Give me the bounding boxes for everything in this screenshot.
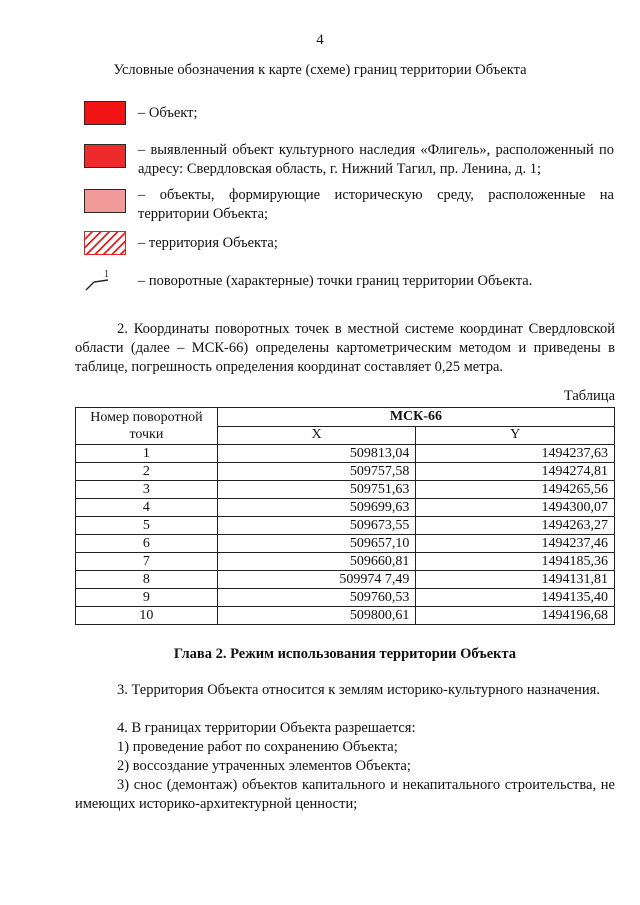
coordinates-table bbox=[75, 407, 615, 625]
coordinate-y: 1494237,63 bbox=[416, 445, 615, 463]
point-number: 9 bbox=[76, 589, 218, 607]
table-row bbox=[76, 463, 615, 481]
table-row bbox=[76, 499, 615, 517]
header-y: Y bbox=[416, 426, 615, 445]
legend-text-heritage: – выявленный объект культурного наследия «Флигель», расположенный по адресу: Свердловская область, г. Нижний Тагил, пр. Ленина, д. 1; bbox=[138, 142, 614, 177]
header-point-number: Номер поворотной точки bbox=[76, 408, 218, 445]
point-number: 4 bbox=[76, 499, 218, 517]
legend-title: Условные обозначения к карте (схеме) границ территории Объекта bbox=[113, 62, 527, 78]
table-row bbox=[76, 535, 615, 553]
turning-point-icon bbox=[84, 268, 126, 294]
header-msk66: МСК-66 bbox=[217, 408, 614, 427]
legend-item-object bbox=[84, 101, 614, 125]
list-item-preservation: 1) проведение работ по сохранению Объекта; bbox=[117, 739, 398, 755]
table-row bbox=[76, 445, 615, 463]
coordinate-y: 1494274,81 bbox=[416, 463, 615, 481]
heritage-swatch bbox=[84, 144, 126, 168]
coordinate-y: 1494131,81 bbox=[416, 571, 615, 589]
legend-text-turning-points: – поворотные (характерные) точки границ территории Объекта. bbox=[138, 273, 533, 289]
point-number: 1 bbox=[76, 445, 218, 463]
point-number: 6 bbox=[76, 535, 218, 553]
point-number: 8 bbox=[76, 571, 218, 589]
paragraph-land-category: 3. Территория Объекта относится к землям историко-культурного назначения. bbox=[117, 682, 600, 698]
coordinate-x: 509813,04 bbox=[217, 445, 416, 463]
table-header-row bbox=[76, 408, 615, 427]
table-row bbox=[76, 607, 615, 625]
table-caption: Таблица bbox=[563, 388, 615, 404]
coordinate-y: 1494263,27 bbox=[416, 517, 615, 535]
point-number: 10 bbox=[76, 607, 218, 625]
list-item-demolition: 3) снос (демонтаж) объектов капитального и некапитального строительства, не имеющих историко-архитектурной ценности; bbox=[75, 777, 615, 812]
territory-hatch-swatch bbox=[84, 231, 126, 255]
paragraph-permitted: 4. В границах территории Объекта разрешается: bbox=[117, 720, 416, 736]
paragraph-coordinates: 2. Координаты поворотных точек в местной системе координат Свердловской области (далее – МСК-66) определены картометрическим методом и приведены в таблице, погрешность определения координат составляет 0,25 метра. bbox=[75, 321, 615, 375]
coordinate-x: 509660,81 bbox=[217, 553, 416, 571]
coordinate-x: 509760,53 bbox=[217, 589, 416, 607]
coordinate-x: 509657,10 bbox=[217, 535, 416, 553]
point-number: 5 bbox=[76, 517, 218, 535]
legend-item-historic-environment bbox=[84, 186, 614, 224]
table-row bbox=[76, 589, 615, 607]
list-item-reconstruction: 2) воссоздание утраченных элементов Объекта; bbox=[117, 758, 411, 774]
table-row bbox=[76, 517, 615, 535]
coordinate-y: 1494265,56 bbox=[416, 481, 615, 499]
legend-item-turning-points bbox=[84, 268, 614, 294]
page-number: 4 bbox=[316, 32, 324, 48]
header-x: X bbox=[217, 426, 416, 445]
coordinate-x: 509800,61 bbox=[217, 607, 416, 625]
coordinate-x: 509974 7,49 bbox=[217, 571, 416, 589]
point-number: 3 bbox=[76, 481, 218, 499]
legend-item-territory bbox=[84, 231, 614, 255]
legend-text-historic-environment: – объекты, формирующие историческую среду, расположенные на территории Объекта; bbox=[138, 187, 614, 222]
point-number: 7 bbox=[76, 553, 218, 571]
table-row bbox=[76, 481, 615, 499]
coordinate-y: 1494300,07 bbox=[416, 499, 615, 517]
chapter-title: Глава 2. Режим использования территории Объекта bbox=[173, 646, 517, 662]
coordinate-x: 509751,63 bbox=[217, 481, 416, 499]
historic-environment-swatch bbox=[84, 189, 126, 213]
coordinate-x: 509699,63 bbox=[217, 499, 416, 517]
coordinate-x: 509757,58 bbox=[217, 463, 416, 481]
turning-point-label: 1 bbox=[104, 269, 109, 280]
coordinate-x: 509673,55 bbox=[217, 517, 416, 535]
legend-text-territory: – территория Объекта; bbox=[138, 235, 278, 251]
coordinate-y: 1494237,46 bbox=[416, 535, 615, 553]
table-row bbox=[76, 571, 615, 589]
legend-item-heritage bbox=[84, 141, 614, 179]
table-row bbox=[76, 553, 615, 571]
coordinate-y: 1494185,36 bbox=[416, 553, 615, 571]
legend-text-object: – Объект; bbox=[138, 105, 198, 121]
coordinate-y: 1494135,40 bbox=[416, 589, 615, 607]
coordinate-y: 1494196,68 bbox=[416, 607, 615, 625]
point-number: 2 bbox=[76, 463, 218, 481]
object-swatch bbox=[84, 101, 126, 125]
